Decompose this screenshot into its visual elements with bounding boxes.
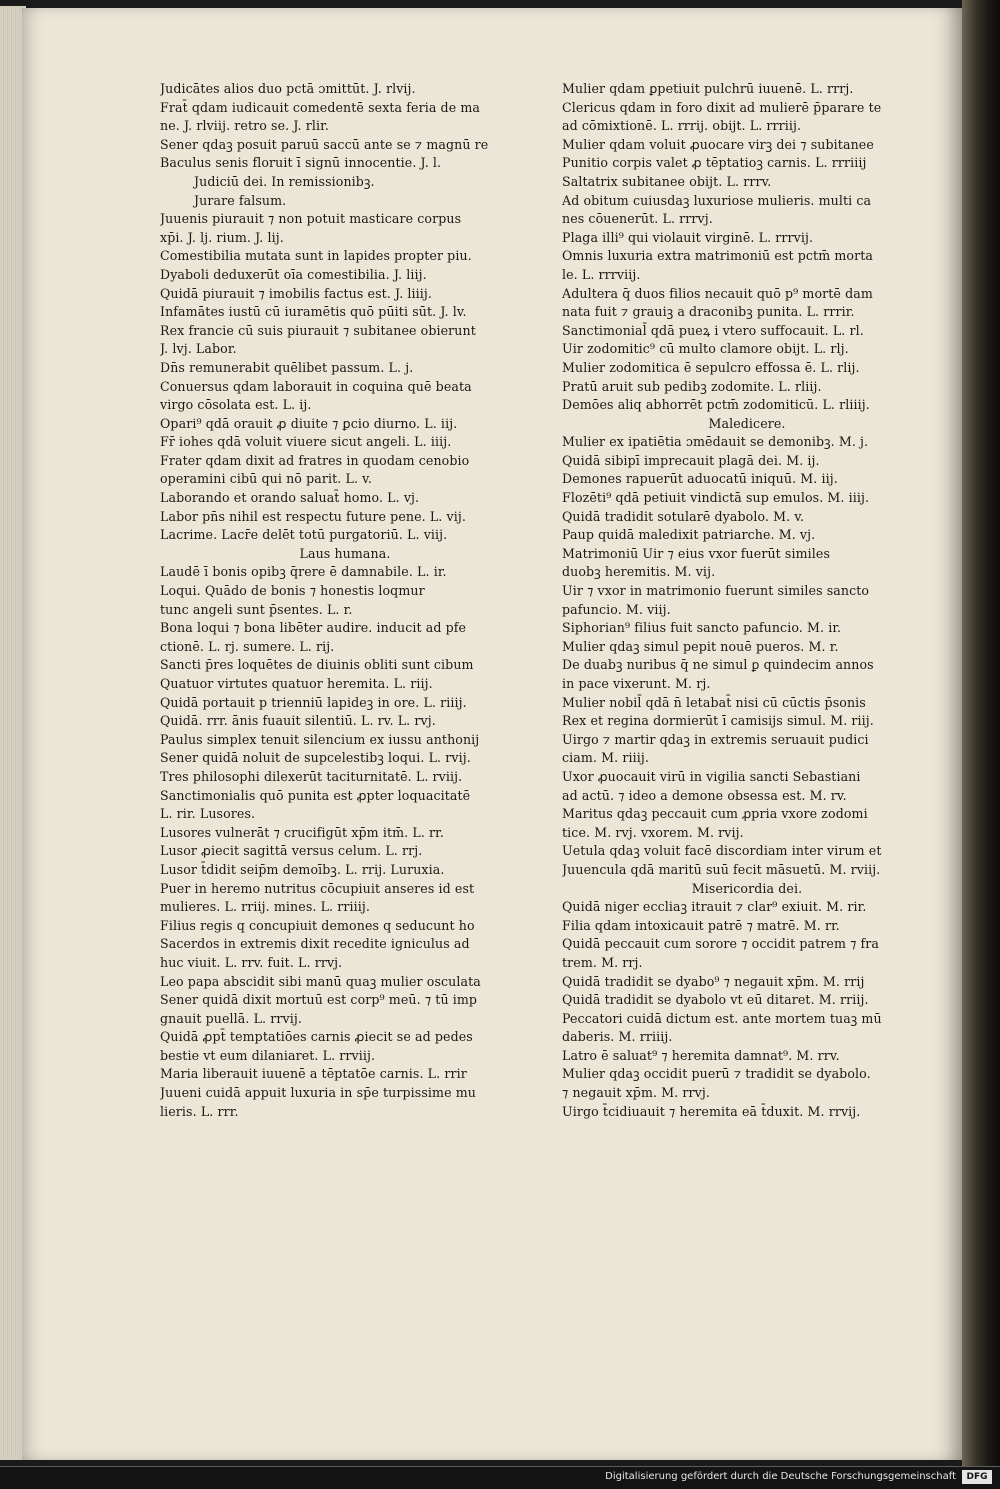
text-line: Latro ē saluat⁹ ⁊ heremita damnat⁹. M. rrv.: [562, 1047, 840, 1063]
text-line: ciam. M. riiij.: [562, 750, 649, 766]
text-line: Demones rapuerūt aduocatū iniquū. M. iij.: [562, 471, 838, 487]
text-line: daberis. M. rriiij.: [562, 1029, 673, 1045]
left-text-column: [160, 80, 530, 1121]
text-line: operamini cibū qui nō parit. L. v.: [160, 471, 372, 487]
text-line: ⁊ negauit xp̄m. M. rrvj.: [562, 1085, 710, 1101]
text-line: Siphorian⁹ filius fuit sancto pafuncio. M. ir.: [562, 620, 842, 636]
text-line: Sancti p̄res loquētes de diuinis obliti sunt cibum: [160, 657, 474, 673]
text-line: Quatuor virtutes quatuor heremita. L. riij.: [160, 676, 433, 691]
text-line: Plaga illi⁹ qui violauit virginē. L. rrrvij.: [562, 229, 814, 245]
text-line: Rex francie cū suis piurauit ⁊ subitanee obierunt: [160, 322, 476, 338]
text-line: Maledicere.: [708, 415, 786, 431]
text-line: Sener quidā dixit mortuū est corp⁹ meū. ⁊ tū imp: [160, 992, 478, 1008]
text-line: Leo papa abscidit sibi manū quaꝫ mulier osculata: [160, 973, 481, 989]
text-line: Quidā portauit p trienniū lapideꝫ in ore. L. riiij.: [160, 694, 467, 710]
text-line: bestie vt eum dilaniaret. L. rrviij.: [160, 1047, 376, 1063]
text-line: Matrimoniū Uir ⁊ eius vxor fuerūt similes: [562, 545, 831, 561]
text-line: Lusor t̄didit seip̄m demoībꝫ. L. rrij. Luruxia.: [160, 861, 445, 877]
text-line: Judicātes alios duo pctā ɔmittūt. J. rlvij.: [160, 81, 416, 96]
text-line: Labor pn̄s nihil est respectu future pene. L. vij.: [160, 508, 466, 524]
text-line: Puer in heremo nutritus cōcupiuit anseres id est: [160, 880, 475, 896]
text-line: Quidā ꝓpt̄ temptatiōes carnis ꝓiecit se ad pedes: [160, 1029, 473, 1045]
dfg-logo: DFG: [962, 1470, 992, 1484]
text-line: virgo cōsolata est. L. ij.: [160, 397, 312, 413]
text-line: Punitio corpis valet ꝓ tēptatioꝫ carnis. L. rrriiij: [562, 155, 867, 171]
text-line: Juueni cuidā appuit luxuria in sp̄e turpissime mu: [160, 1085, 476, 1101]
text-line: Uetula qdaꝫ voluit facē discordiam inter virum et: [562, 843, 882, 859]
text-line: Mulier qdam voluit ꝓuocare virꝫ dei ⁊ subitanee: [562, 136, 874, 152]
text-line: Clericus qdam in foro dixit ad mulierē p̄parare te: [562, 99, 882, 115]
text-line: De duabꝫ nuribus q̄ ne simul ꝑ quindecim annos: [562, 657, 874, 673]
text-line: Pratū aruit sub pedibꝫ zodomite. L. rliij.: [562, 378, 822, 394]
text-line: ad actū. ⁊ ideo a demone obsessa est. M. rv.: [562, 787, 847, 803]
text-line: trem. M. rrj.: [562, 954, 643, 970]
text-line: Laborando et orando saluat̄ homo. L. vj.: [160, 490, 420, 506]
text-line: nes cōuenerūt. L. rrrvj.: [562, 211, 713, 227]
text-line: Juuenis piurauit ⁊ non potuit masticare corpus: [160, 211, 462, 227]
text-line: Peccatori cuidā dictum est. ante mortem tuaꝫ mū: [562, 1010, 882, 1026]
text-line: Ad obitum cuiusdaꝫ luxuriose mulieris. multi ca: [562, 192, 872, 208]
text-line: Sener qdaꝫ posuit paruū saccū ante se ⁊ magnū re: [160, 136, 489, 152]
text-line: Uirgo t̄cidiuauit ⁊ heremita eā t̄duxit. M. rrvij.: [562, 1103, 861, 1119]
text-line: Fr̄ iohes qdā voluit viuere sicut angeli. L. iiij.: [160, 434, 452, 450]
text-line: Mulier qdaꝫ occidit puerū ⁊ tradidit se dyabolo.: [562, 1066, 871, 1082]
text-line: Quidā sibipī imprecauit plagā dei. M. ij.: [562, 452, 820, 468]
text-line: Tres philosophi dilexerūt taciturnitatē. L. rviij.: [160, 768, 463, 784]
text-line: Mulier zodomitica ē sepulcro effossa ē. L. rlij.: [562, 359, 860, 375]
digitization-credit: Digitalisierung gefördert durch die Deutsche Forschungsgemeinschaft: [605, 1471, 956, 1482]
text-line: Paup quidā maledixit patriarche. M. vj.: [562, 527, 816, 543]
text-line: Opari⁹ qdā orauit ꝓ diuite ⁊ ꝑcio diurno. L. iij.: [160, 415, 458, 431]
text-line: Maritus qdaꝫ peccauit cum ꝓpria vxore zodomi: [562, 806, 868, 822]
text-line: L. rir. Lusores.: [160, 806, 256, 822]
text-line: ad cōmixtionē. L. rrrij. obijt. L. rrriij.: [562, 118, 802, 134]
text-line: Uir ⁊ vxor in matrimonio fuerunt similes sancto: [562, 583, 870, 599]
text-line: Juuencula qdā maritū suū fecit māsuetū. M. rviij.: [562, 861, 881, 877]
text-line: Demōes aliq abhorrēt pctm̄ zodomiticū. L. rliiij.: [562, 397, 870, 413]
text-line: tice. M. rvj. vxorem. M. rvij.: [562, 824, 744, 840]
text-line: pafuncio. M. viij.: [562, 601, 671, 617]
text-line: mulieres. L. rriij. mines. L. rriiij.: [160, 899, 370, 915]
text-line: Mulier qdaꝫ simul pepit nouē pueros. M. r.: [562, 638, 839, 654]
text-line: duobꝫ heremitis. M. vij.: [562, 564, 716, 580]
book-binding: [962, 0, 1000, 1466]
text-line: Filius regis q concupiuit demones q seducunt ho: [160, 917, 475, 933]
text-line: Sanctimonialis quō punita est ꝓpter loquacitatē: [160, 787, 471, 803]
text-line: Laudē ī bonis opibꝫ q̄rere ē damnabile. L. ir.: [160, 564, 447, 580]
text-line: Judiciū dei. In remissionibꝫ.: [194, 173, 375, 189]
text-line: Lacrime. Lacr̄e delēt totū purgatoriū. L. viij.: [160, 527, 448, 543]
text-line: Quidā niger eccliaꝫ itrauit ⁊ clar⁹ exiuit. M. rir.: [562, 899, 867, 915]
text-line: Jurare falsum.: [194, 192, 287, 208]
text-line: Conuersus qdam laborauit in coquina quē beata: [160, 378, 472, 394]
text-line: Quidā tradidit se dyabo⁹ ⁊ negauit xp̄m. M. rrij: [562, 973, 865, 989]
text-line: Dyaboli deduxerūt oīa comestibilia. J. liij.: [160, 266, 427, 282]
right-text-column: [562, 80, 932, 1121]
text-line: in pace vixerunt. M. rj.: [562, 676, 711, 691]
text-line: Lusor ꝓiecit sagittā versus celum. L. rrj.: [160, 843, 423, 859]
text-line: Dn̄s remunerabit quēlibet passum. L. j.: [160, 359, 414, 375]
text-line: Uxor ꝓuocauit virū in vigilia sancti Sebastiani: [562, 768, 861, 784]
text-line: Frat̄ qdam iudicauit comedentē sexta feria de ma: [160, 99, 481, 115]
text-line: Omnis luxuria extra matrimoniū est pctm̄ morta: [562, 248, 873, 264]
text-line: ctionē. L. rj. sumere. L. rij.: [160, 638, 335, 654]
text-line: Saltatrix subitanee obijt. L. rrrv.: [562, 173, 772, 189]
text-line: Paulus simplex tenuit silencium ex iussu anthonij: [160, 731, 480, 747]
text-line: Quidā tradidit se dyabolo vt eū ditaret. M. rriij.: [562, 992, 869, 1008]
text-line: Infamātes iustū cū iuramētis quō pūiti sūt. J. lv.: [160, 304, 467, 320]
text-line: gnauit puellā. L. rrvij.: [160, 1010, 302, 1026]
text-line: Mulier ex ipatiētia ɔmēdauit se demonibꝫ. M. j.: [562, 434, 869, 450]
text-line: Bona loqui ⁊ bona libēter audire. inducit ad pfe: [160, 620, 467, 636]
text-line: Rex et regina dormierūt ī camisijs simul. M. riij.: [562, 713, 874, 729]
text-line: Sener quidā noluit de supcelestibꝫ loqui. L. rvij.: [160, 750, 471, 766]
text-line: Sanctimonial̄ qdā pueꝝ i vtero suffocauit. L. rl.: [562, 322, 864, 338]
text-line: Flozēti⁹ qdā petiuit vindictā sup emulos. M. iiij.: [562, 490, 870, 506]
text-line: le. L. rrrviij.: [562, 266, 641, 282]
text-line: Quidā peccauit cum sorore ⁊ occidit patrem ⁊ fra: [562, 936, 880, 952]
text-line: ne. J. rlviij. retro se. J. rlir.: [160, 118, 329, 134]
text-line: Baculus senis floruit ī signū innocentie. J. l.: [160, 155, 442, 171]
text-line: Quidā tradidit sotularē dyabolo. M. v.: [562, 508, 805, 524]
text-line: Quidā. rrr. ānis fuauit silentiū. L. rv. L. rvj.: [160, 713, 436, 729]
text-line: Loqui. Quādo de bonis ⁊ honestis loqmur: [160, 583, 425, 599]
text-line: Laus humana.: [299, 545, 391, 561]
text-line: J. lvj. Labor.: [160, 341, 237, 357]
text-line: Mulier nobil̄ qdā n̄ letabat̄ nisi cū cūctis p̄sonis: [562, 694, 866, 710]
text-line: Uir zodomitic⁹ cū multo clamore obijt. L. rlj.: [562, 341, 849, 357]
text-line: Comestibilia mutata sunt in lapides propter piu.: [160, 248, 472, 264]
text-line: lieris. L. rrr.: [160, 1103, 239, 1119]
footer-rule: [0, 1466, 1000, 1467]
text-line: xp̄i. J. lj. rium. J. lij.: [160, 229, 284, 245]
text-line: Mulier qdam ꝑpetiuit pulchrū iuuenē. L. rrrj.: [562, 81, 854, 96]
text-line: Frater qdam dixit ad fratres in quodam cenobio: [160, 452, 470, 468]
text-line: huc viuit. L. rrv. fuit. L. rrvj.: [160, 954, 343, 970]
text-line: nata fuit ⁊ grauiꝫ a draconibꝫ punita. L. rrrir.: [562, 304, 855, 320]
text-line: Filia qdam intoxicauit patrē ⁊ matrē. M. rr.: [562, 917, 840, 933]
text-line: Maria liberauit iuuenē a tēptatōe carnis. L. rrir: [160, 1066, 467, 1082]
text-line: Quidā piurauit ⁊ imobilis factus est. J. liiij.: [160, 285, 433, 301]
text-line: Sacerdos in extremis dixit recedite igniculus ad: [160, 936, 470, 952]
text-line: Uirgo ⁊ martir qdaꝫ in extremis seruauit pudici: [562, 731, 869, 747]
text-line: Misericordia dei.: [691, 880, 803, 896]
text-line: tunc angeli sunt p̄sentes. L. r.: [160, 601, 353, 617]
text-line: Adultera q̄ duos filios necauit quō p⁹ mortē dam: [562, 285, 873, 301]
text-line: Lusores vulnerāt ⁊ crucifigūt xp̄m itm̄. L. rr.: [160, 824, 444, 840]
